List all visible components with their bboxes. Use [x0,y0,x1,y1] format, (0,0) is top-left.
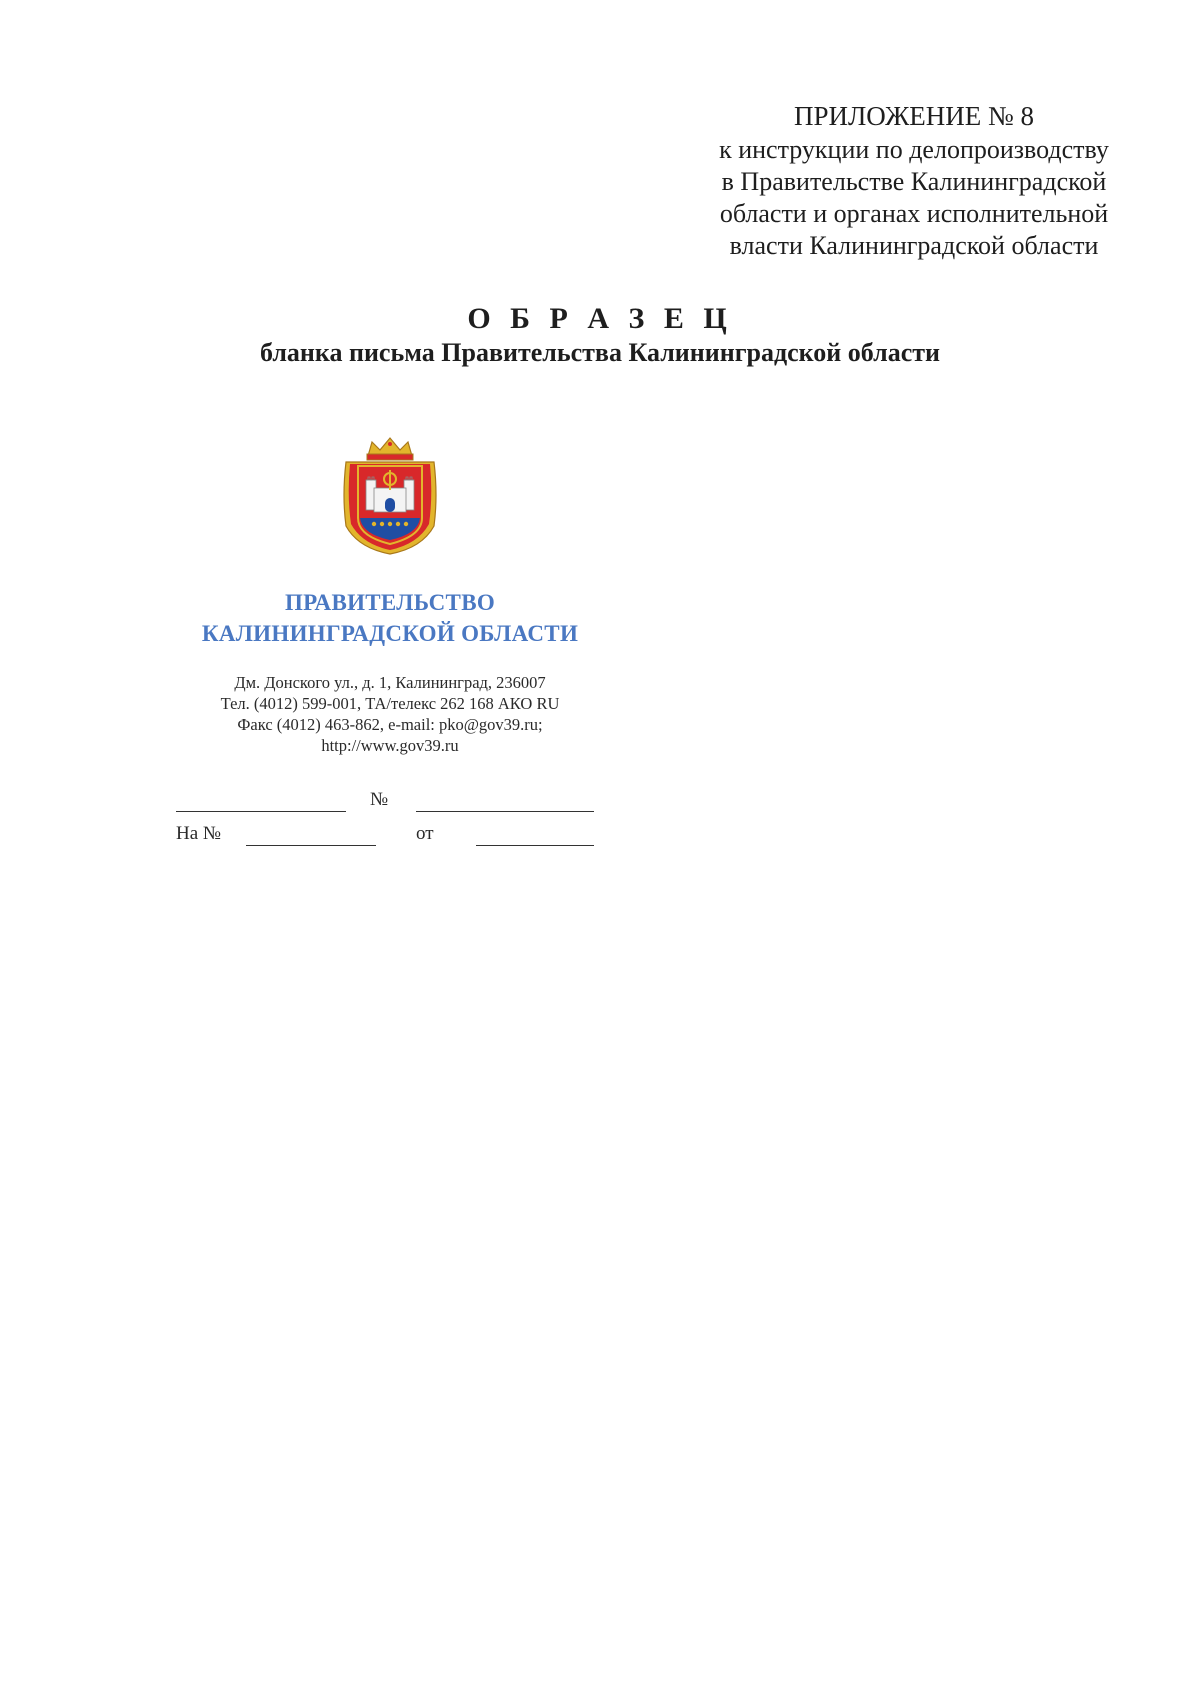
appendix-block [680,100,1148,262]
coat-of-arms-graphic [338,436,442,556]
appendix-number: ПРИЛОЖЕНИЕ № 8 [793,101,1035,131]
address-line: Дм. Донского ул., д. 1, Калининград, 236007 [234,673,546,692]
government-name-line: ПРАВИТЕЛЬСТВО [284,590,496,615]
appendix-line: в Правительстве Калининградской [721,167,1107,196]
number-label: № [370,789,389,810]
reply-row [176,825,596,851]
reply-date-field[interactable] [476,825,594,846]
appendix-line: области и органах исполнительной [719,199,1109,228]
government-name [170,587,610,649]
appendix-line: власти Калининградской области [729,231,1099,260]
government-name-line: КАЛИНИНГРАДСКОЙ ОБЛАСТИ [201,621,579,646]
date-field[interactable] [176,791,346,812]
coat-of-arms-icon [338,436,442,556]
reply-number-label: На № [176,823,222,844]
reply-number-field[interactable] [246,825,376,846]
number-field[interactable] [416,791,594,812]
address-line: http://www.gov39.ru [321,736,459,755]
sample-title: О Б Р А З Е Ц [467,302,733,335]
registration-row [176,791,596,817]
address-line: Тел. (4012) 599-001, ТА/телекс 262 168 АКО RU [220,694,560,713]
appendix-line: к инструкции по делопроизводству [719,135,1109,164]
from-label: от [416,823,434,844]
address-block [170,672,610,756]
sample-subtitle: бланка письма Правительства Калининградской области [259,338,941,367]
address-line: Факс (4012) 463-862, e-mail: pko@gov39.ru; [237,715,543,734]
